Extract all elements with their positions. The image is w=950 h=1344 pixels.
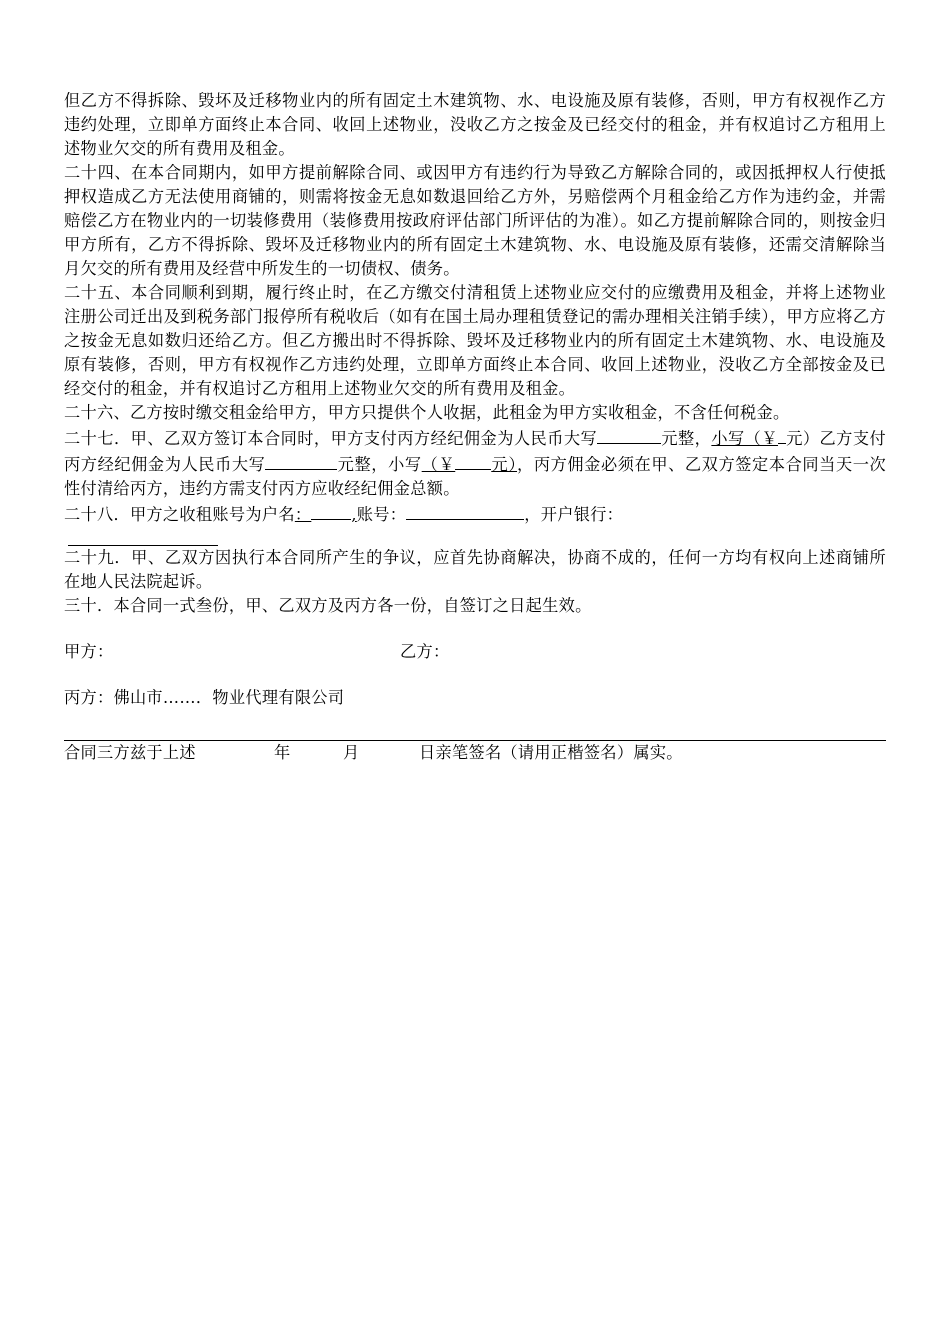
commission-a-uppercase-blank[interactable] bbox=[597, 425, 661, 444]
party-a-signature[interactable]: 甲方： bbox=[64, 642, 114, 661]
party-b-signature[interactable]: 乙方： bbox=[400, 642, 450, 661]
clause-25: 二十五、本合同顺利到期，履行终止时，在乙方缴交付清租赁上述物业应交付的应缴费用及租金，并将上述物业注册公司迁出及到税务部门报停所有税收后（如有在国土局办理租赁登记的需办理相关注销手续），甲方应将乙方之按金无息如数归还给乙方。但乙方搬出时不得拆除、毁坏及迁移物业内的所有固定土木建筑物、水、电设施及原有装修，否则，甲方有权视作乙方违约处理，立即单方面终止本合同、收回上述物业，没收乙方全部按金及已经交付的租金，并有权追讨乙方租用上述物业欠交的所有费用及租金。 bbox=[64, 283, 886, 398]
closing-statement: 合同三方兹于上述 年 月 日亲笔签名（请用正楷签名）属实。 bbox=[64, 741, 886, 765]
commission-a-lowercase-blank[interactable] bbox=[778, 425, 786, 444]
clause-30: 三十．本合同一式叁份，甲、乙双方及丙方各一份，自签订之日起生效。 bbox=[64, 596, 592, 615]
clause-28: 二十八．甲方之收租账号为户名： ,账号： ，开户银行： bbox=[64, 501, 886, 527]
commission-b-lowercase-blank[interactable] bbox=[455, 451, 491, 470]
clause-26: 二十六、乙方按时缴交租金给甲方，甲方只提供个人收据，此租金为甲方实收租金，不含任何税金。 bbox=[64, 403, 790, 422]
signature-row-ab bbox=[64, 640, 886, 664]
contract-page bbox=[64, 89, 886, 765]
account-name-blank[interactable] bbox=[311, 501, 351, 520]
closing-year: 年 bbox=[274, 743, 291, 762]
commission-b-uppercase-blank[interactable] bbox=[265, 451, 337, 470]
clause-27: 二十七．甲、乙双方签订本合同时，甲方支付丙方经纪佣金为人民币大写 元整，小写（￥ 元）乙方支付丙方经纪佣金为人民币大写 元整，小写（￥ 元），丙方佣金必须在甲、乙双方签定本合同当天一次性付清给丙方，违约方需支付丙方应收经纪佣金总额。 bbox=[64, 425, 886, 501]
party-c-signature[interactable]: 丙方：佛山市……．物业代理有限公司 bbox=[64, 688, 345, 707]
clause-29: 二十九．甲、乙双方因执行本合同所产生的争议，应首先协商解决，协商不成的，任何一方均有权向上述商铺所在地人民法院起诉。 bbox=[64, 548, 886, 591]
clause-23-continuation: 但乙方不得拆除、毁坏及迁移物业内的所有固定土木建筑物、水、电设施及原有装修，否则，甲方有权视作乙方违约处理，立即单方面终止本合同、收回上述物业，没收乙方之按金及已经交付的租金，并有权追讨乙方租用上述物业欠交的所有费用及租金。 bbox=[64, 91, 886, 158]
bank-name-blank[interactable] bbox=[68, 527, 218, 546]
closing-month: 月 bbox=[343, 743, 360, 762]
account-number-blank[interactable] bbox=[406, 501, 524, 520]
clause-24: 二十四、在本合同期内，如甲方提前解除合同、或因甲方有违约行为导致乙方解除合同的，或因抵押权人行使抵押权造成乙方无法使用商铺的，则需将按金无息如数退回给乙方外，另赔偿两个月租金给乙方作为违约金，并需赔偿乙方在物业内的一切装修费用（装修费用按政府评估部门所评估的为准）。如乙方提前解除合同的，则按金归甲方所有，乙方不得拆除、毁坏及迁移物业内的所有固定土木建筑物、水、电设施及原有装修，还需交清解除当月欠交的所有费用及经营中所发生的一切债权、债务。 bbox=[64, 163, 886, 278]
